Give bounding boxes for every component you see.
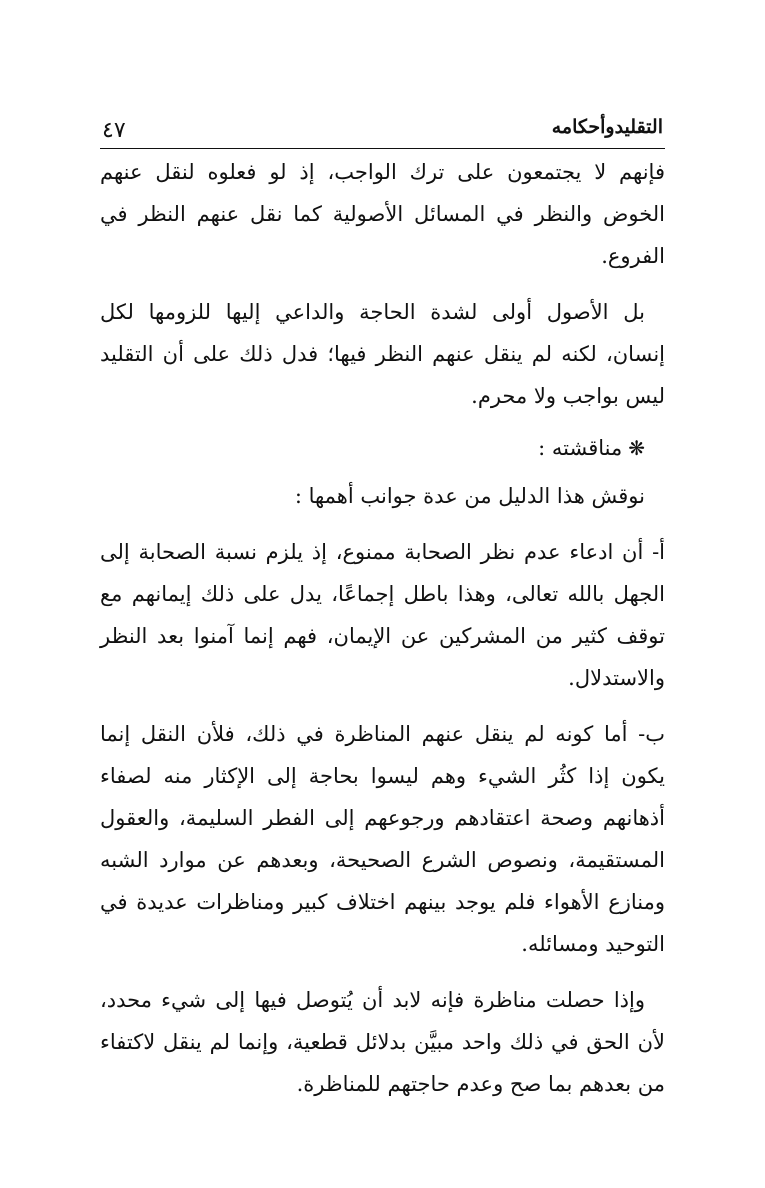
page-body <box>100 149 665 1105</box>
paragraph-3: نوقش هذا الدليل من عدة جوانب أهمها : <box>294 484 645 508</box>
star-icon: ❋ <box>628 436 645 460</box>
paragraph-2: بل الأصول أولى لشدة الحاجة والداعي إليها للزومها لكل إنسان، لكنه لم ينقل عنهم النظر فيها؛ فدل ذلك على أن التقليد ليس بواجب ولا محرم. <box>100 300 665 408</box>
book-page <box>100 110 665 1105</box>
page-number: ٤٧ <box>102 118 126 143</box>
paragraph-5: ب- أما كونه لم ينقل عنهم المناظرة في ذلك، فلأن النقل إنما يكون إذا كثُر الشيء وهم ليسوا بحاجة إلى الإكثار منه لصفاء أذهانهم وصحة اعتقادهم ورجوعهم إلى الفطر السليمة، والعقول المستقيمة، ونصوص الشرع الصحيحة، وبعدهم عن موارد الشبه ومنازع الأهواء فلم يوجد بينهم اختلاف كبير ومناظرات عديدة في التوحيد ومسائله. <box>100 722 665 956</box>
paragraph-6: وإذا حصلت مناظرة فإنه لابد أن يُتوصل فيها إلى شيء محدد، لأن الحق في ذلك واحد مبيَّن بدلائل قطعية، وإنما لم ينقل لاكتفاء من بعدهم بما صح وعدم حاجتهم للمناظرة. <box>100 988 665 1096</box>
section-heading <box>100 427 665 469</box>
running-title: التقليدوأحكامه <box>551 116 663 138</box>
page-header <box>100 110 665 149</box>
paragraph-4: أ- أن ادعاء عدم نظر الصحابة ممنوع، إذ يلزم نسبة الصحابة إلى الجهل بالله تعالى، وهذا باطل إجماعًا، يدل على ذلك إيمانهم مع توقف كثير من المشركين عن الإيمان، فهم إنما آمنوا بعد النظر والاستدلال. <box>100 540 665 690</box>
section-heading-text: مناقشته : <box>538 436 623 460</box>
paragraph-1: فإنهم لا يجتمعون على ترك الواجب، إذ لو فعلوه لنقل عنهم الخوض والنظر في المسائل الأصولية كما نقل عنهم النظر في الفروع. <box>100 160 665 268</box>
